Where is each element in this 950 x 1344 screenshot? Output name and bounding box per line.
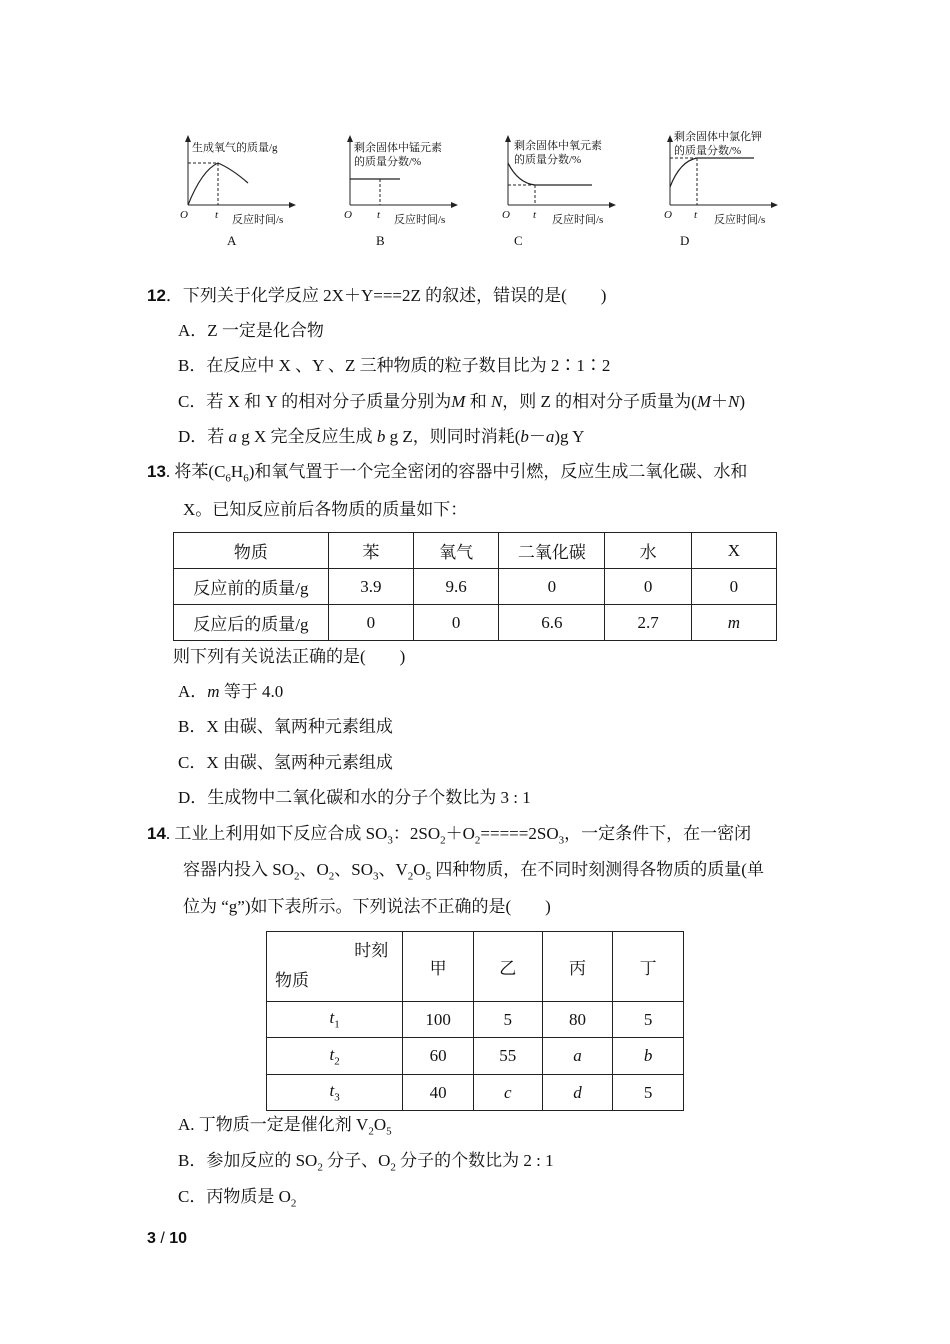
q14-option-c: C．丙物质是 $O_2$ bbox=[178, 1187, 297, 1210]
table-cell: 0 bbox=[605, 569, 691, 605]
table-cell: 60 bbox=[403, 1038, 474, 1075]
table-cell: 80 bbox=[542, 1002, 613, 1038]
table-header: 二氧化碳 bbox=[499, 533, 605, 569]
table-cell: 2.7 bbox=[605, 605, 691, 641]
graph-b-origin: O bbox=[344, 209, 352, 221]
q13-after-table: 则下列有关说法正确的是( ) bbox=[173, 647, 406, 666]
table-cell: 6.6 bbox=[499, 605, 605, 641]
table-cell: b bbox=[613, 1038, 684, 1075]
table-cell: 40 bbox=[403, 1075, 474, 1111]
graph-b-xlabel: 反应时间/s bbox=[394, 214, 446, 226]
table-row bbox=[174, 569, 777, 605]
q12-option-d: D．若 a g X 完全反应生成 b g Z，则同时消耗(b－a)g Y bbox=[178, 427, 585, 446]
graph-b-ylabel-1: 剩余固体中锰元素 bbox=[354, 142, 442, 154]
q13-option-a: A．m 等于 4.0 bbox=[178, 682, 284, 701]
table-cell: 3.9 bbox=[328, 569, 413, 605]
graph-a-letter: A bbox=[227, 233, 237, 248]
table-header: 乙 bbox=[473, 932, 542, 1002]
q12-option-c: C．若 X 和 Y 的相对分子质量分别为M 和 N，则 Z 的相对分子质量为(M＋N) bbox=[178, 392, 746, 411]
table-cell: 9.6 bbox=[414, 569, 499, 605]
q12-option-a: A．Z 一定是化合物 bbox=[178, 321, 324, 340]
table-row bbox=[267, 1075, 684, 1111]
table-cell: 55 bbox=[473, 1038, 542, 1075]
table-cell: 反应后的质量/g bbox=[174, 605, 329, 641]
table-cell: m bbox=[691, 605, 776, 641]
q14-stem-line2: 容器内投入 $SO_2$、$O_2$、$SO_3$、$V_2O_5$ 四种物质，在不同时刻测得各物质的质量(单 bbox=[183, 860, 764, 883]
table-cell: 0 bbox=[499, 569, 605, 605]
table-row bbox=[174, 605, 777, 641]
table-header: 甲 bbox=[403, 932, 474, 1002]
graph-a-origin: O bbox=[180, 209, 188, 221]
table-cell: $t_3$ bbox=[267, 1075, 403, 1111]
table-cell: 100 bbox=[403, 1002, 474, 1038]
table-cell: a bbox=[542, 1038, 613, 1075]
q14-number: 14 bbox=[147, 824, 166, 843]
corner-top-label: 时刻 bbox=[354, 941, 389, 960]
table-row bbox=[267, 1002, 684, 1038]
graph-c-letter: C bbox=[514, 233, 523, 248]
q13-stem-line2: X。已知反应前后各物质的质量如下： bbox=[183, 500, 468, 519]
graph-a-t: t bbox=[215, 209, 219, 221]
table-header: X bbox=[691, 533, 776, 569]
corner-bottom-label: 物质 bbox=[275, 971, 309, 990]
table-cell: $t_1$ bbox=[267, 1002, 403, 1038]
table-header: 苯 bbox=[328, 533, 413, 569]
q14-option-a: A. 丁物质一定是催化剂 $V_2O_5$ bbox=[178, 1115, 392, 1138]
table-cell: 5 bbox=[613, 1002, 684, 1038]
table-cell: 0 bbox=[691, 569, 776, 605]
page-number: 3 / 10 bbox=[147, 1230, 188, 1247]
graph-d-t: t bbox=[694, 209, 698, 221]
q14-option-b: B．参加反应的 $SO_2$ 分子、$O_2$ 分子的个数比为 2 : 1 bbox=[178, 1151, 554, 1174]
graph-c-t: t bbox=[533, 209, 537, 221]
table-header-row bbox=[267, 932, 684, 1002]
q14-time-table bbox=[266, 931, 684, 1111]
table-cell: 0 bbox=[414, 605, 499, 641]
table-cell: d bbox=[542, 1075, 613, 1111]
q12-option-b: B．在反应中 X 、Y 、Z 三种物质的粒子数目比为 2∶1∶2 bbox=[178, 356, 611, 375]
table-corner-cell bbox=[267, 932, 403, 1002]
table-cell: 5 bbox=[613, 1075, 684, 1111]
graph-d-xlabel: 反应时间/s bbox=[714, 214, 766, 226]
q13-mass-table bbox=[173, 532, 777, 641]
q13-option-d: D．生成物中二氧化碳和水的分子个数比为 3 : 1 bbox=[178, 788, 531, 807]
graph-c-ylabel-2: 的质量分数/% bbox=[514, 154, 582, 166]
table-cell: 0 bbox=[328, 605, 413, 641]
graph-d-origin: O bbox=[664, 209, 672, 221]
graph-c-xlabel: 反应时间/s bbox=[552, 214, 604, 226]
q12-number: 12 bbox=[147, 286, 166, 305]
graph-b-ylabel-2: 的质量分数/% bbox=[354, 156, 422, 168]
table-header-row bbox=[174, 533, 777, 569]
q13-stem-line1: 13. 将苯$(C_6H_6)$和氧气置于一个完全密闭的容器中引燃，反应生成二氧化碳、水和 bbox=[147, 462, 748, 485]
graph-d-ylabel-1: 剩余固体中氯化钾 bbox=[674, 131, 762, 143]
q13-option-b: B．X 由碳、氧两种元素组成 bbox=[178, 717, 393, 736]
q12-stem-text: ．下列关于化学反应 2X＋Y===2Z 的叙述，错误的是( ) bbox=[165, 286, 607, 305]
table-header: 物质 bbox=[174, 533, 329, 569]
table-cell: 5 bbox=[473, 1002, 542, 1038]
table-cell: c bbox=[473, 1075, 542, 1111]
table-header: 丁 bbox=[613, 932, 684, 1002]
graph-c-origin: O bbox=[502, 209, 510, 221]
graph-d-letter: D bbox=[680, 233, 690, 248]
table-row bbox=[267, 1038, 684, 1075]
graph-b-letter: B bbox=[376, 233, 385, 248]
q14-stem-line1: 14. 工业上利用如下反应合成 $SO_3$：$2SO_2+O_2=====2SO_3$，一定条件下，在一密闭 bbox=[147, 824, 752, 847]
graph-row bbox=[170, 125, 780, 255]
graph-a-ylabel: 生成氧气的质量/g bbox=[192, 142, 278, 154]
graph-c-ylabel-1: 剩余固体中氧元素 bbox=[514, 140, 602, 152]
table-cell: $t_2$ bbox=[267, 1038, 403, 1075]
table-cell: 反应前的质量/g bbox=[174, 569, 329, 605]
graph-b-t: t bbox=[377, 209, 381, 221]
q13-option-c: C．X 由碳、氢两种元素组成 bbox=[178, 753, 393, 772]
table-header: 丙 bbox=[542, 932, 613, 1002]
q14-stem-line3: 位为 “g”)如下表所示。下列说法不正确的是( ) bbox=[183, 897, 551, 916]
q12-stem bbox=[147, 284, 606, 308]
graph-d-ylabel-2: 的质量分数/% bbox=[674, 145, 742, 157]
q13-number: 13 bbox=[147, 462, 166, 481]
table-header: 氧气 bbox=[414, 533, 499, 569]
table-header: 水 bbox=[605, 533, 691, 569]
graph-a-xlabel: 反应时间/s bbox=[232, 214, 284, 226]
